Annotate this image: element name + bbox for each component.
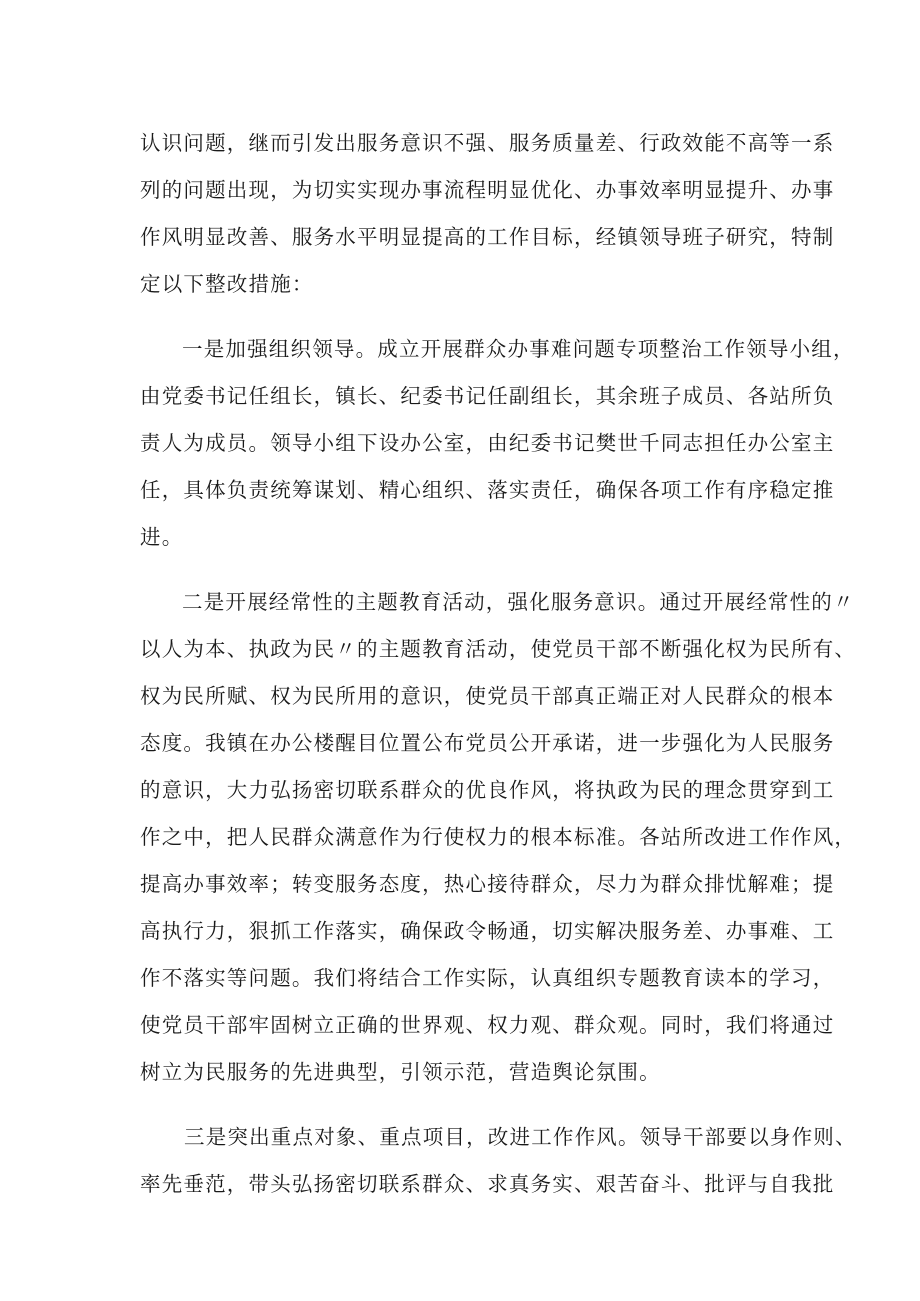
text-line: 的意识，大力弘扬密切联系群众的优良作风，将执政为民的理念贯穿到工 (140, 778, 835, 802)
text-line: 一是加强组织领导。成立开展群众办事难问题专项整治工作领导小组， (182, 337, 855, 361)
text-line: 列的问题出现，为切实实现办事流程明显优化、办事效率明显提升、办事 (140, 178, 835, 202)
text-line: 使党员干部牢固树立正确的世界观、权力观、群众观。同时，我们将通过 (140, 1013, 835, 1037)
text-line: 三是突出重点对象、重点项目，改进工作作风。领导干部要以身作则、 (184, 1125, 857, 1149)
text-line: 作不落实等问题。我们将结合工作实际，认真组织专题教育读本的学习， (140, 966, 835, 990)
text-line: 由党委书记任组长，镇长、纪委书记任副组长，其余班子成员、各站所负 (140, 384, 835, 408)
text-line: 任，具体负责统筹谋划、精心组织、落实责任，确保各项工作有序稳定推 (140, 478, 835, 502)
text-line: 率先垂范，带头弘扬密切联系群众、求真务实、艰苦奋斗、批评与自我批 (140, 1172, 835, 1196)
text-line: 定以下整改措施： (140, 272, 314, 296)
text-line: 二是开展经常性的主题教育活动，强化服务意识。通过开展经常性的〃 (182, 590, 855, 614)
paragraph-measure-2 (140, 579, 857, 1096)
text-line: 态度。我镇在办公楼醒目位置公布党员公开承诺，进一步强化为人民服务 (140, 731, 835, 755)
text-line: 以人为本、执政为民〃的主题教育活动，使党员干部不断强化权为民所有、 (140, 637, 857, 661)
text-line: 权为民所赋、权为民所用的意识，使党员干部真正端正对人民群众的根本 (140, 684, 835, 708)
text-line: 树立为民服务的先进典型，引领示范，营造舆论氛围。 (140, 1060, 661, 1084)
text-line: 提高办事效率；转变服务态度，热心接待群众，尽力为群众排忧解难；提 (140, 872, 835, 896)
text-line: 高执行力，狠抓工作落实，确保政令畅通，切实解决服务差、办事难、工 (140, 919, 835, 943)
text-line: 责人为成员。领导小组下设办公室，由纪委书记樊世千同志担任办公室主 (140, 431, 835, 455)
text-line: 作风明显改善、服务水平明显提高的工作目标，经镇领导班子研究，特制 (140, 225, 835, 249)
paragraph-measure-3 (140, 1114, 857, 1208)
text-line: 作之中，把人民群众满意作为行使权力的根本标准。各站所改进工作作风， (140, 825, 857, 849)
paragraph-measure-1 (140, 326, 855, 561)
text-line: 进。 (140, 525, 184, 549)
paragraph-intro (140, 120, 835, 308)
text-line: 认识问题，继而引发出服务意识不强、服务质量差、行政效能不高等一系 (140, 131, 835, 155)
document-body (140, 120, 857, 1208)
